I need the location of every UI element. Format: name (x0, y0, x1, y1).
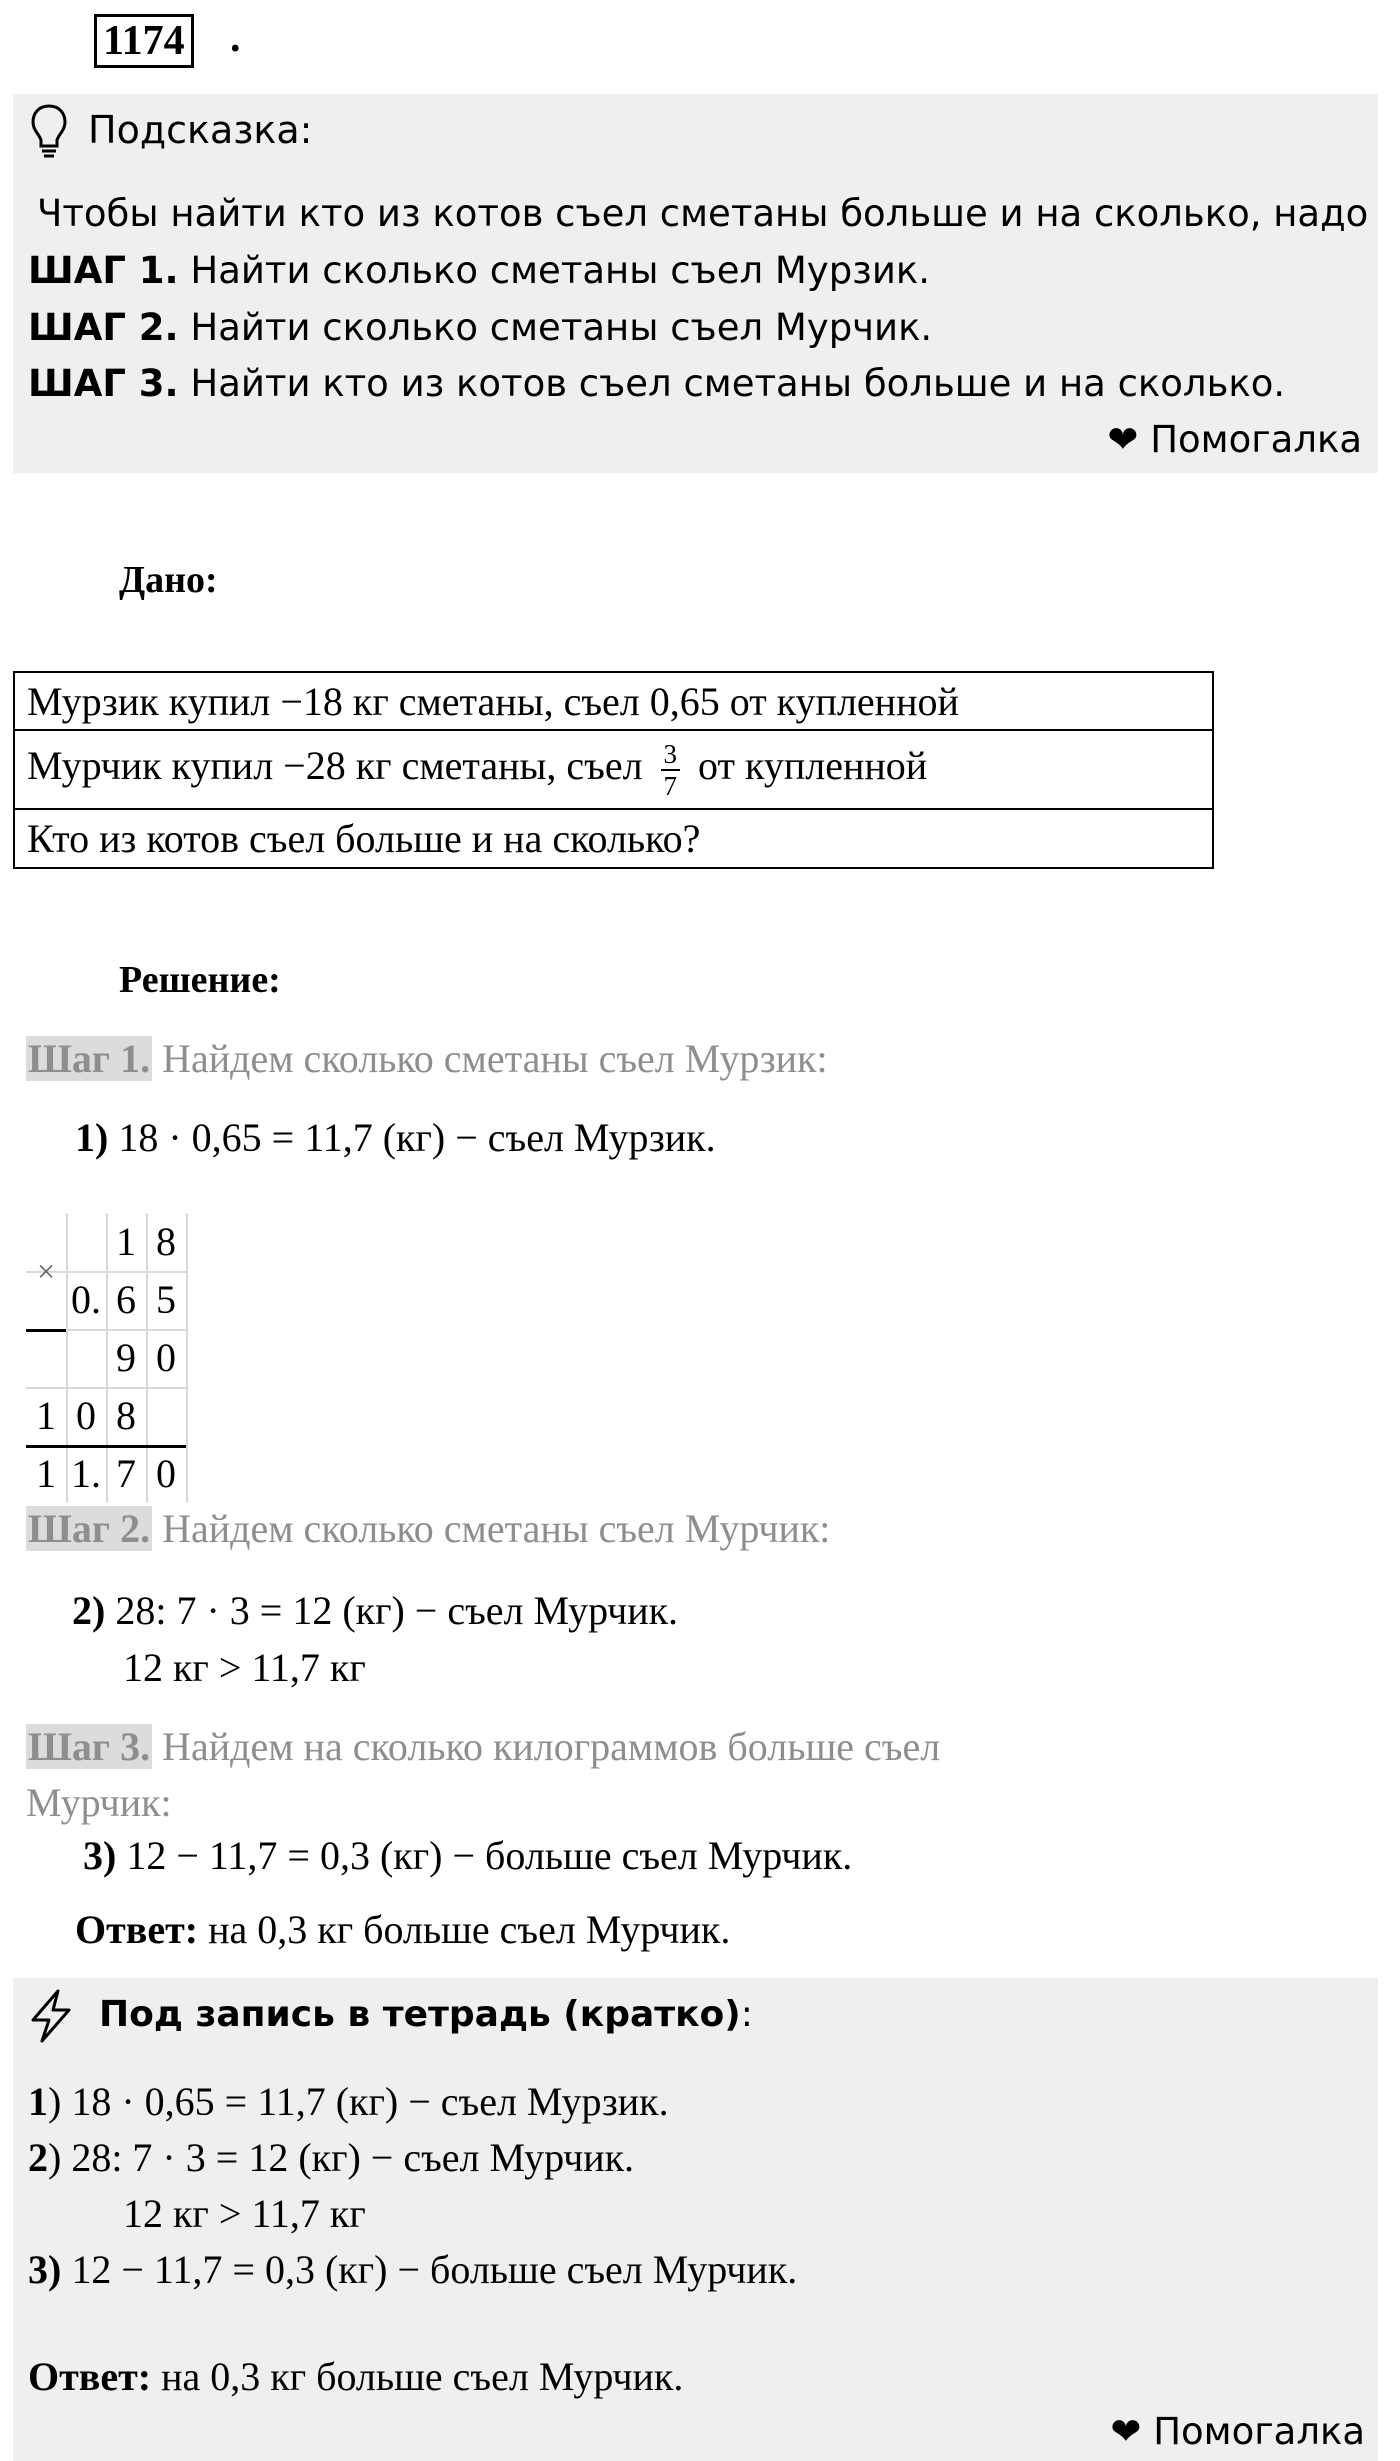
answer-text: на 0,3 кг больше съел Мурчик. (151, 2354, 684, 2399)
hint-title: Подсказка: (88, 108, 313, 152)
step-text: Найдем на сколько килограммов больше съел (152, 1724, 941, 1769)
calc-expression: 12 − 11,7 = 0,3 (кг) − больше съел Мурчик. (116, 1833, 853, 1878)
answer-label: Ответ: (28, 2354, 152, 2399)
solution-step-3 (26, 1723, 940, 1770)
lightbulb-icon (29, 102, 69, 160)
mult-digit: 8 (156, 1219, 176, 1264)
mult-digit: 1. (71, 1451, 101, 1496)
notebook-line-1 (28, 2078, 669, 2125)
notebook-line-2 (28, 2134, 634, 2181)
notebook-line-text: ) 28: 7 · 3 = 12 (кг) − съел Мурчик. (48, 2135, 635, 2180)
step-label: Шаг 1. (28, 1036, 151, 1081)
notebook-box (13, 1978, 1378, 2461)
notebook-line-text: ) 18 · 0,65 = 11,7 (кг) − съел Мурзик. (48, 2079, 669, 2124)
notebook-line-3 (28, 2246, 797, 2293)
mult-digit: 8 (116, 1393, 136, 1438)
brand-label (1110, 2410, 1365, 2453)
calc-number: 2) (72, 1588, 106, 1633)
task-number-dot: . (230, 15, 241, 61)
notebook-title-text: Под запись в тетрадь (кратко) (99, 1994, 741, 2035)
fraction-numerator: 3 (661, 739, 681, 771)
brand-text: Помогалка (1150, 418, 1362, 461)
fraction-denominator: 7 (663, 770, 678, 801)
calc-expression: 18 · 0,65 = 11,7 (кг) − съел Мурзик. (108, 1115, 716, 1160)
step-label: Шаг 3. (28, 1724, 151, 1769)
calc-line-3 (83, 1832, 852, 1879)
brand-text: Помогалка (1153, 2410, 1365, 2453)
hint-step-2 (28, 306, 932, 349)
hint-intro: Чтобы найти кто из котов съел сметаны больше и на сколько, надо (37, 192, 1369, 235)
hint-step-label: ШАГ 3. (28, 362, 179, 405)
step-text: Найдем сколько сметаны съел Мурчик: (152, 1506, 831, 1551)
heart-icon: ❤ (1107, 418, 1139, 461)
hint-step-text: Найти кто из котов съел сметаны больше и на сколько. (178, 362, 1286, 405)
mult-digit: 1 (116, 1219, 136, 1264)
brand-label (1107, 418, 1362, 461)
answer-line (75, 1906, 730, 1953)
solution-step-2 (26, 1505, 830, 1552)
hint-step-1 (28, 249, 930, 292)
notebook-answer (28, 2353, 683, 2400)
long-multiplication (26, 1213, 186, 1503)
hint-step-label: ШАГ 1. (28, 249, 179, 292)
given-row-text: от купленной (688, 742, 928, 788)
calc-compare: 12 кг > 11,7 кг (123, 1645, 366, 1690)
notebook-line-text: 12 − 11,7 = 0,3 (кг) − больше съел Мурчик. (61, 2247, 798, 2292)
given-row-question: Кто из котов съел больше и на сколько? (14, 809, 1213, 868)
given-row-text: Мурчик купил −28 кг сметаны, съел (27, 742, 653, 788)
solution-step-3-cont: Мурчик: (26, 1780, 172, 1825)
solution-title: Решение: (119, 959, 281, 1001)
mult-digit: 0 (156, 1335, 176, 1380)
mult-digit: 7 (116, 1451, 136, 1496)
given-title: Дано: (119, 559, 218, 601)
notebook-title (99, 1994, 753, 2035)
mult-digit: 0 (76, 1393, 96, 1438)
calc-line-1 (75, 1114, 716, 1161)
solution-step-1 (26, 1035, 828, 1082)
step-label: Шаг 2. (28, 1506, 151, 1551)
mult-digit: 9 (116, 1335, 136, 1380)
mult-digit: 1 (36, 1451, 56, 1496)
fraction (661, 739, 681, 801)
hint-step-label: ШАГ 2. (28, 306, 179, 349)
hint-box (13, 94, 1378, 473)
notebook-line-number: 1 (28, 2079, 48, 2124)
mult-digit: 6 (116, 1277, 136, 1322)
mult-digit: 0. (71, 1277, 101, 1322)
notebook-line-compare: 12 кг > 11,7 кг (123, 2191, 366, 2236)
notebook-line-number: 3) (28, 2247, 62, 2292)
notebook-line-number: 2 (28, 2135, 48, 2180)
heart-icon: ❤ (1110, 2410, 1142, 2453)
calc-line-2 (72, 1587, 678, 1634)
task-number: 1174 (94, 14, 194, 68)
notebook-title-colon: : (740, 1994, 753, 2035)
calc-number: 3) (83, 1833, 117, 1878)
hint-step-text: Найти сколько сметаны съел Мурчик. (178, 306, 933, 349)
calc-expression: 28: 7 · 3 = 12 (кг) − съел Мурчик. (105, 1588, 679, 1633)
answer-text: на 0,3 кг больше съел Мурчик. (198, 1907, 731, 1952)
mult-digit: 1 (36, 1393, 56, 1438)
given-row-murchik (14, 730, 1213, 809)
mult-digit: 0 (156, 1451, 176, 1496)
hint-step-3 (28, 362, 1285, 405)
answer-label: Ответ: (75, 1907, 199, 1952)
mult-digit: 5 (156, 1277, 176, 1322)
multiply-sign: × (36, 1253, 56, 1289)
given-table (13, 671, 1214, 869)
given-row-murzik: Мурзик купил −18 кг сметаны, съел 0,65 от купленной (14, 672, 1213, 730)
calc-number: 1) (75, 1115, 109, 1160)
step-text: Найдем сколько сметаны съел Мурзик: (152, 1036, 828, 1081)
hint-step-text: Найти сколько сметаны съел Мурзик. (178, 249, 931, 292)
lightning-icon (28, 1988, 74, 2044)
